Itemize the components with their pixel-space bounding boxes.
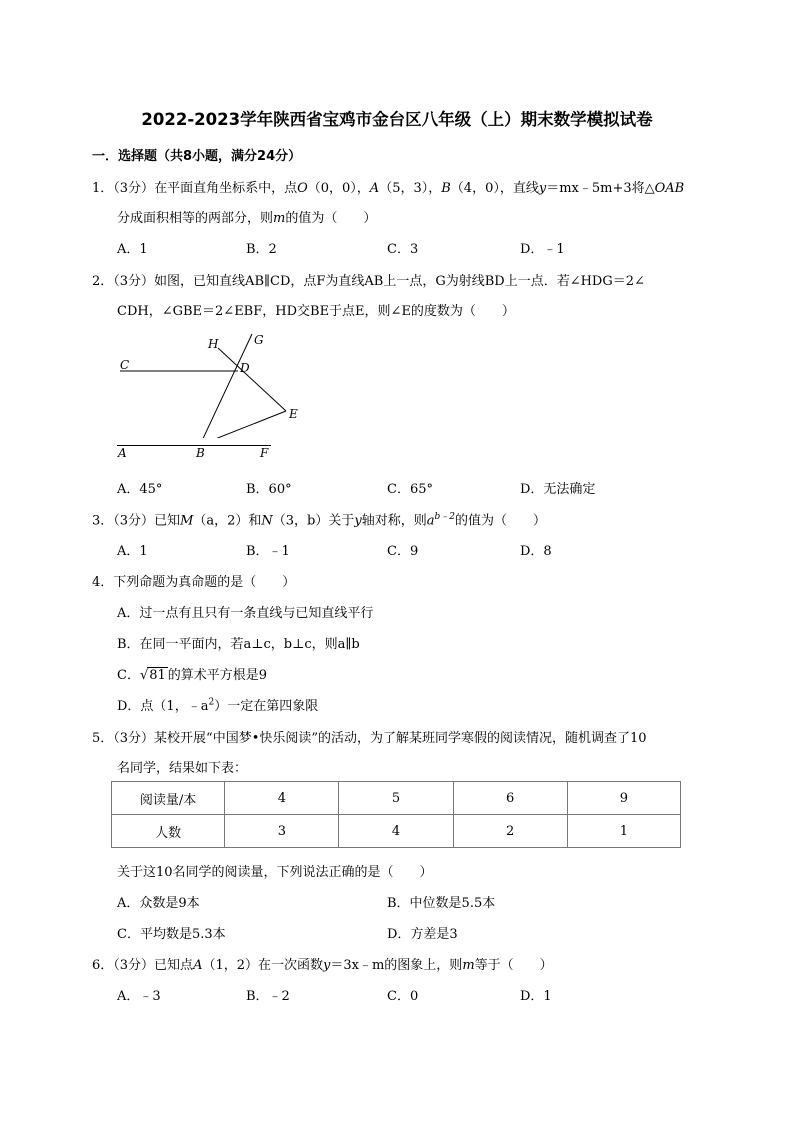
- q4-option-a[interactable]: A．过一点有且只有一条直线与已知直线平行: [117, 606, 374, 621]
- question-6-stem: 6．（3分）已知点A（1，2）在一次函数y＝3x﹣m的图象上，则m等于（ ）: [92, 958, 553, 973]
- q2-option-d[interactable]: D．无法确定: [520, 482, 596, 497]
- q1-option-a[interactable]: A．1: [117, 242, 148, 257]
- q2-option-a[interactable]: A．45°: [117, 482, 163, 497]
- q5-option-b[interactable]: B．中位数是5.5本: [387, 896, 496, 911]
- table-cell: 6: [453, 782, 567, 815]
- table-cell: 9: [567, 782, 680, 815]
- q3-option-a[interactable]: A．1: [117, 544, 148, 559]
- q5-option-d[interactable]: D．方差是3: [387, 927, 458, 942]
- q5-option-a[interactable]: A．众数是9本: [117, 896, 200, 911]
- table-cell: 3: [225, 815, 339, 848]
- q4-option-b[interactable]: B．在同一平面内，若a⊥c，b⊥c，则a∥b: [117, 637, 360, 652]
- q2-option-c[interactable]: C．65°: [387, 482, 433, 497]
- q1-option-b[interactable]: B．2: [246, 242, 277, 257]
- table-row: [112, 815, 681, 848]
- question-5-stem-line2: 名同学，结果如下表：: [117, 761, 248, 776]
- question-2-stem: 2．（3分）如图，已知直线AB∥CD，点F为直线AB上一点，G为射线BD上一点．若∠HDG＝2∠: [92, 274, 645, 289]
- label-a: A: [118, 446, 127, 460]
- section-heading: 一．选择题（共8小题，满分24分）: [92, 149, 302, 164]
- table-cell: 人数: [112, 815, 225, 848]
- sqrt-symbol: √: [139, 668, 149, 683]
- table-cell: 1: [567, 815, 680, 848]
- q2-option-b[interactable]: B．60°: [246, 482, 292, 497]
- label-f: F: [260, 446, 269, 460]
- question-5-followup: 关于这10名同学的阅读量，下列说法正确的是（ ）: [117, 865, 433, 880]
- reading-table: [111, 781, 681, 848]
- question-4-stem: 4．下列命题为真命题的是（ ）: [92, 575, 296, 590]
- q6-option-b[interactable]: B．﹣2: [246, 989, 290, 1004]
- line-be: [200, 411, 286, 438]
- label-d: D: [240, 361, 250, 375]
- table-cell: 4: [225, 782, 339, 815]
- label-b: B: [196, 446, 205, 460]
- table-cell: 阅读量/本: [112, 782, 225, 815]
- question-1-stem: 1．（3分）在平面直角坐标系中，点O（0，0），A（5，3），B（4，0），直线y＝mx﹣5m+3将△OAB: [92, 181, 685, 196]
- q4-option-c[interactable]: C．√81 的算术平方根是9: [117, 668, 268, 683]
- table-cell: 5: [339, 782, 453, 815]
- q3-option-d[interactable]: D．8: [520, 544, 552, 559]
- line-hd: [218, 348, 286, 411]
- table-row: [112, 782, 681, 815]
- label-g: G: [254, 333, 264, 347]
- question-5-stem: 5．（3分）某校开展“中国梦•快乐阅读”的活动，为了解某班同学寒假的阅读情况，随机调查了10: [92, 731, 647, 746]
- label-c: C: [120, 358, 130, 372]
- question-3-stem: 3．（3分）已知M（a，2）和N（3，b）关于y轴对称，则$a^{b﹣2}$的值为（ ）: [92, 512, 547, 529]
- q4-option-d[interactable]: D．点（1，$﹣a^2$）一定在第四象限: [117, 697, 319, 714]
- page-title: 2022-2023学年陕西省宝鸡市金台区八年级（上）期末数学模拟试卷: [141, 110, 653, 129]
- geometry-figure: [112, 328, 322, 438]
- q6-option-c[interactable]: C．0: [387, 989, 419, 1004]
- q3-option-b[interactable]: B．﹣1: [246, 544, 290, 559]
- q1-option-c[interactable]: C．3: [387, 242, 419, 257]
- radicand: 81: [149, 668, 166, 683]
- q1-option-d[interactable]: D．﹣1: [520, 242, 565, 257]
- question-2-stem-line2: CDH，∠GBE＝2∠EBF，HD交BE于点E，则∠E的度数为（ ）: [117, 304, 515, 319]
- q5-option-c[interactable]: C．平均数是5.3本: [117, 927, 226, 942]
- q6-option-d[interactable]: D．1: [520, 989, 552, 1004]
- label-h: H: [208, 337, 219, 351]
- label-e: E: [289, 407, 298, 421]
- table-cell: 2: [453, 815, 567, 848]
- table-cell: 4: [339, 815, 453, 848]
- q3-option-c[interactable]: C．9: [387, 544, 419, 559]
- question-1-stem-line2: 分成面积相等的两部分，则m的值为（ ）: [117, 211, 377, 226]
- q6-option-a[interactable]: A．﹣3: [117, 989, 161, 1004]
- line-ab-segment: [117, 445, 271, 446]
